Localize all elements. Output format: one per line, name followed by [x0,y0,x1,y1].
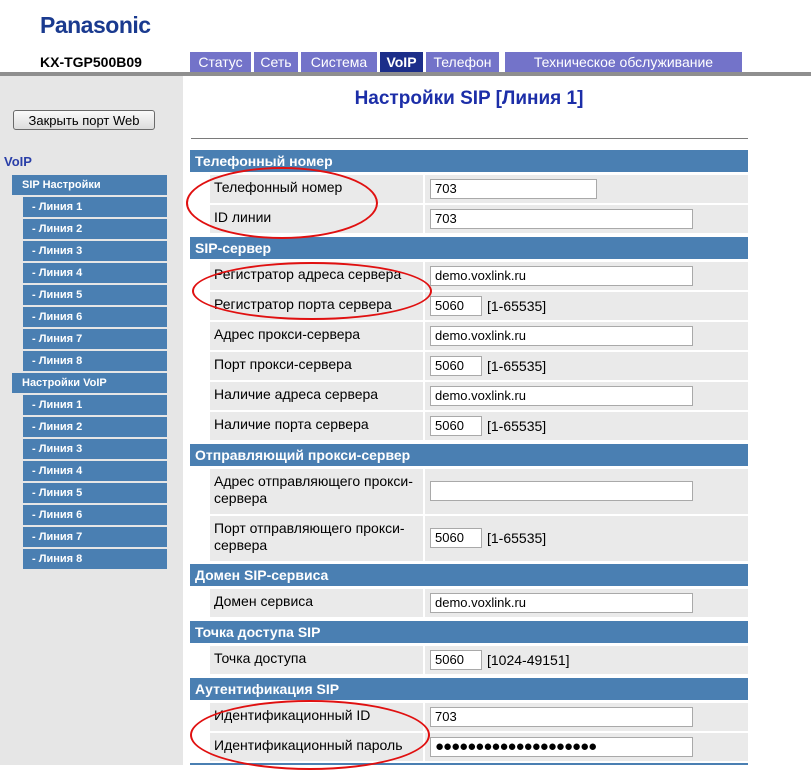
proxy-port-range: [1-65535] [487,358,547,374]
title-divider [191,138,748,139]
registrar-address-label: Регистратор адреса сервера [210,262,423,290]
auth-id-input[interactable]: 703 [430,707,693,727]
tab-voip[interactable]: VoIP [380,52,423,72]
section-phone-number: Телефонный номер [190,150,748,172]
proxy-address-cell [425,322,748,350]
tab-network[interactable]: Сеть [254,52,298,72]
auth-id-label: Идентификационный ID [210,703,423,731]
auth-password-cell [425,733,748,761]
section-outbound-proxy: Отправляющий прокси-сервер [190,444,748,466]
phone-number-cell [425,175,748,203]
registrar-port-cell [425,292,748,320]
sidebar-voip-line-7[interactable]: - Линия 7 [23,527,167,547]
sidebar-sip-line-3[interactable]: - Линия 3 [23,241,167,261]
presence-address-cell [425,382,748,410]
sidebar-voip-settings[interactable]: Настройки VoIP [12,373,167,393]
sidebar-sip-settings[interactable]: SIP Настройки [12,175,167,195]
line-id-label: ID линии [210,205,423,233]
outbound-proxy-port-label: Порт отправляющего прокси-сервера [210,516,423,561]
presence-port-range: [1-65535] [487,418,547,434]
registrar-address-input[interactable]: demo.voxlink.ru [430,266,693,286]
sidebar-sip-line-1[interactable]: - Линия 1 [23,197,167,217]
section-sip-server: SIP-сервер [190,237,748,259]
auth-password-input[interactable]: ●●●●●●●●●●●●●●●●●●●● [430,737,693,757]
sidebar-sip-line-2[interactable]: - Линия 2 [23,219,167,239]
proxy-address-input[interactable]: demo.voxlink.ru [430,326,693,346]
auth-password-label: Идентификационный пароль [210,733,423,761]
tab-telephone[interactable]: Телефон [426,52,499,72]
sidebar-sip-line-8[interactable]: - Линия 8 [23,351,167,371]
outbound-proxy-address-input[interactable] [430,481,693,501]
outbound-proxy-address-cell [425,469,748,514]
sidebar-voip-line-1[interactable]: - Линия 1 [23,395,167,415]
access-point-cell [425,646,748,674]
proxy-port-input[interactable]: 5060 [430,356,482,376]
access-point-label: Точка доступа [210,646,423,674]
sidebar-sip-line-5[interactable]: - Линия 5 [23,285,167,305]
phone-number-input[interactable]: 703 [430,179,597,199]
auth-id-cell [425,703,748,731]
phone-number-label: Телефонный номер [210,175,423,203]
sidebar-voip-line-6[interactable]: - Линия 6 [23,505,167,525]
sidebar-sip-line-7[interactable]: - Линия 7 [23,329,167,349]
tab-status[interactable]: Статус [190,52,251,72]
sidebar-voip-line-3[interactable]: - Линия 3 [23,439,167,459]
presence-port-label: Наличие порта сервера [210,412,423,440]
presence-port-cell [425,412,748,440]
sidebar-voip-link[interactable]: VoIP [4,154,32,169]
panasonic-logo: Panasonic [40,12,151,38]
section-sip-access-point: Точка доступа SIP [190,621,748,643]
outbound-proxy-address-label: Адрес отправляющего прокси-сервера [210,469,423,514]
presence-address-input[interactable]: demo.voxlink.ru [430,386,693,406]
registrar-port-label: Регистратор порта сервера [210,292,423,320]
sidebar-voip-line-8[interactable]: - Линия 8 [23,549,167,569]
outbound-proxy-port-range: [1-65535] [487,530,547,546]
registrar-port-range: [1-65535] [487,298,547,314]
registrar-port-input[interactable]: 5060 [430,296,482,316]
sidebar-voip-line-4[interactable]: - Линия 4 [23,461,167,481]
close-web-port-button[interactable]: Закрыть порт Web [13,110,155,130]
access-point-input[interactable]: 5060 [430,650,482,670]
line-id-cell [425,205,748,233]
outbound-proxy-port-cell [425,516,748,561]
sidebar-sip-line-4[interactable]: - Линия 4 [23,263,167,283]
line-id-input[interactable]: 703 [430,209,693,229]
presence-address-label: Наличие адреса сервера [210,382,423,410]
model-name: KX-TGP500B09 [40,54,142,70]
access-point-range: [1024-49151] [487,652,570,668]
outbound-proxy-port-input[interactable]: 5060 [430,528,482,548]
presence-port-input[interactable]: 5060 [430,416,482,436]
proxy-port-label: Порт прокси-сервера [210,352,423,380]
proxy-port-cell [425,352,748,380]
sidebar-voip-line-5[interactable]: - Линия 5 [23,483,167,503]
proxy-address-label: Адрес прокси-сервера [210,322,423,350]
page-title: Настройки SIP [Линия 1] [354,88,584,109]
service-domain-label: Домен сервиса [210,589,423,617]
service-domain-input[interactable]: demo.voxlink.ru [430,593,693,613]
sidebar-sip-line-6[interactable]: - Линия 6 [23,307,167,327]
tab-maintenance[interactable]: Техническое обслуживание [505,52,742,72]
service-domain-cell [425,589,748,617]
section-sip-domain: Домен SIP-сервиса [190,564,748,586]
section-sip-authentication: Аутентификация SIP [190,678,748,700]
tab-system[interactable]: Система [301,52,377,72]
sidebar-voip-line-2[interactable]: - Линия 2 [23,417,167,437]
registrar-address-cell [425,262,748,290]
